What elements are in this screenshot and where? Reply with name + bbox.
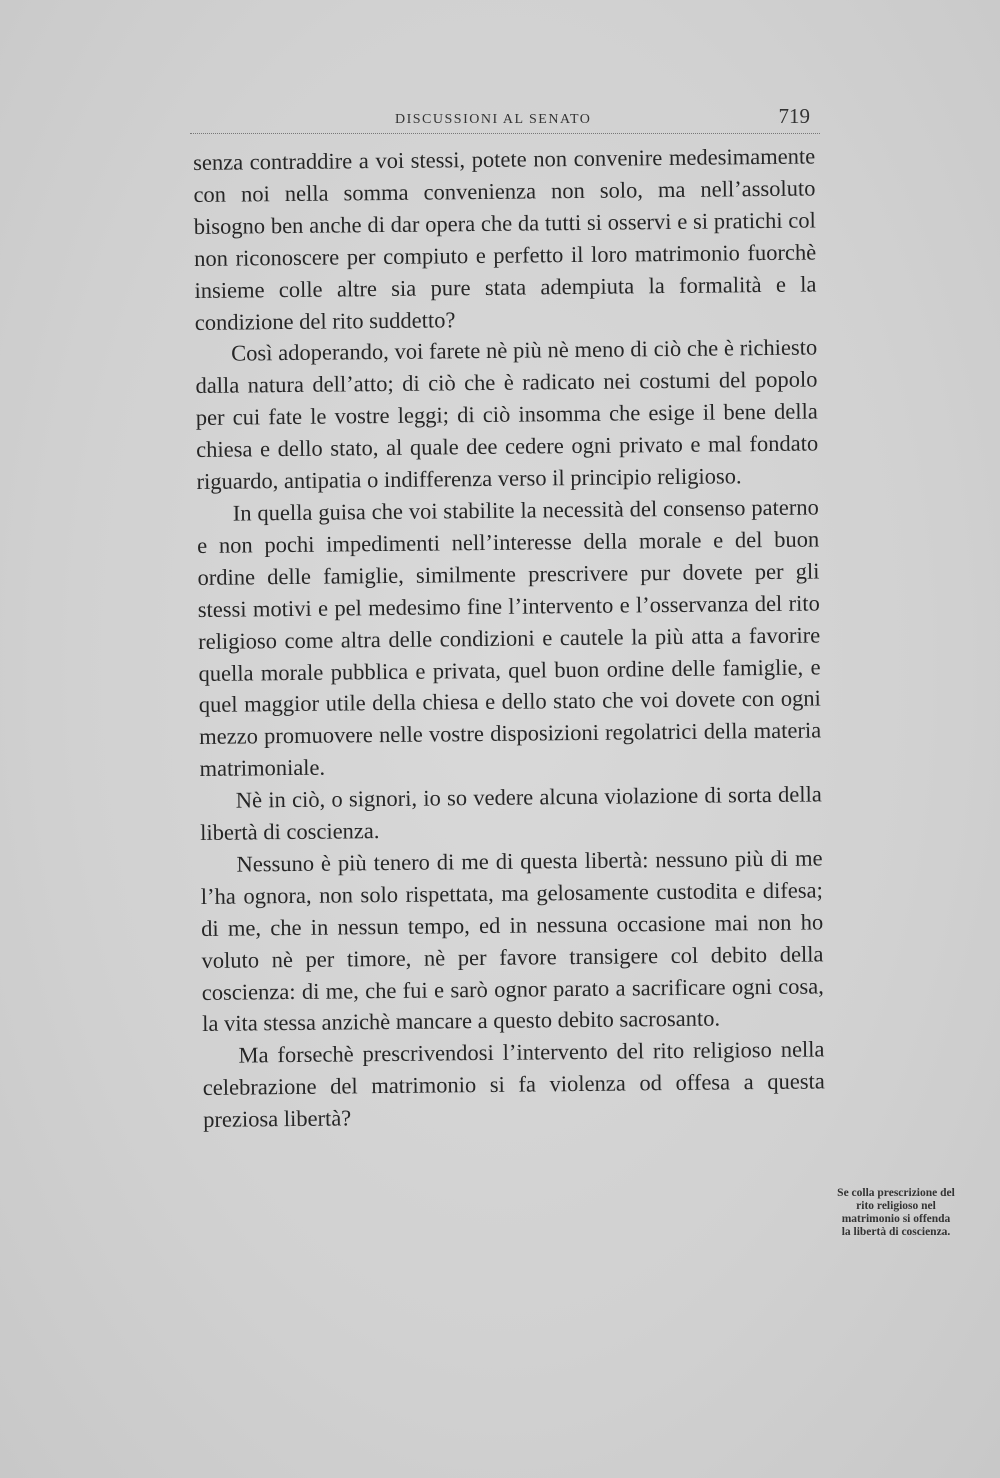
paragraph-6: Ma forsechè prescrivendosi l’intervento del rito religioso nella celebrazione del matrimonio si fa violenza od offesa a questa preziosa libertà? [202,1036,825,1133]
paragraph-5: Nessuno è più tenero di me di questa libertà: nessuno più di me l’ha ognora, non solo rispettata, ma gelosamente custodita e difesa; di me, che in nessun tempo, ed in nessuna occasione mai non ho voluto nè per timore, nè per favore transigere col debito della coscienza: di me, che fui e sarò ognor parato a sacrificare ogni cosa, la vita stessa anzichè mancare a questo debito sacrosanto. [200,845,824,1037]
marginal-note: Se colla prescrizione del rito religioso nel matrimonio si offenda la libertà di coscienza. [837,1187,955,1238]
running-head [190,100,820,134]
paragraph-3: In quella guisa che voi stabilite la necessità del consenso paterno e non pochi impedimenti nell’interesse della morale e del buon ordine delle famiglie, similmente prescrivere pur dovete per gli stessi motivi e pel medesimo fine l’intervento e l’osservanza del rito religioso come altra delle condizioni e cautele la più atta a favorire quella morale pubblica e privata, quel buon ordine delle famiglie, e quel maggior utile della chiesa e dello stato che voi dovete con ogni mezzo promuovere nelle vostre disposizioni regolatrici della materia matrimoniale. [197,494,822,782]
running-title: DISCUSSIONI AL SENATO [395,112,592,127]
header-rule [190,133,820,134]
body-text [193,140,825,1136]
page-number: 719 [778,104,810,128]
paragraph-1: senza contraddire a voi stessi, potete non convenire medesimamente con noi nella somma convenienza non solo, ma nell’assoluto bisogno ben anche di dar opera che da tutti si osservi e si pratichi col non riconoscere per compiuto e perfetto il loro matrimonio fuorchè insieme colle altre sia pure stata adempiuta la formalità e la condizione del rito suddetto? [193,143,817,335]
paragraph-4: Nè in ciò, o signori, io so vedere alcuna violazione di sorta della libertà di coscienza. [200,781,822,845]
paragraph-2: Così adoperando, voi farete nè più nè meno di ciò che è richiesto dalla natura dell’atto; di ciò che è radicato nei costumi del popolo per cui fate le vostre leggi; di ciò insomma che esige il bene della chiesa e dello stato, al quale dee cedere ogni privato e mal fondato riguardo, antipatia o indifferenza verso il principio religioso. [195,334,819,495]
